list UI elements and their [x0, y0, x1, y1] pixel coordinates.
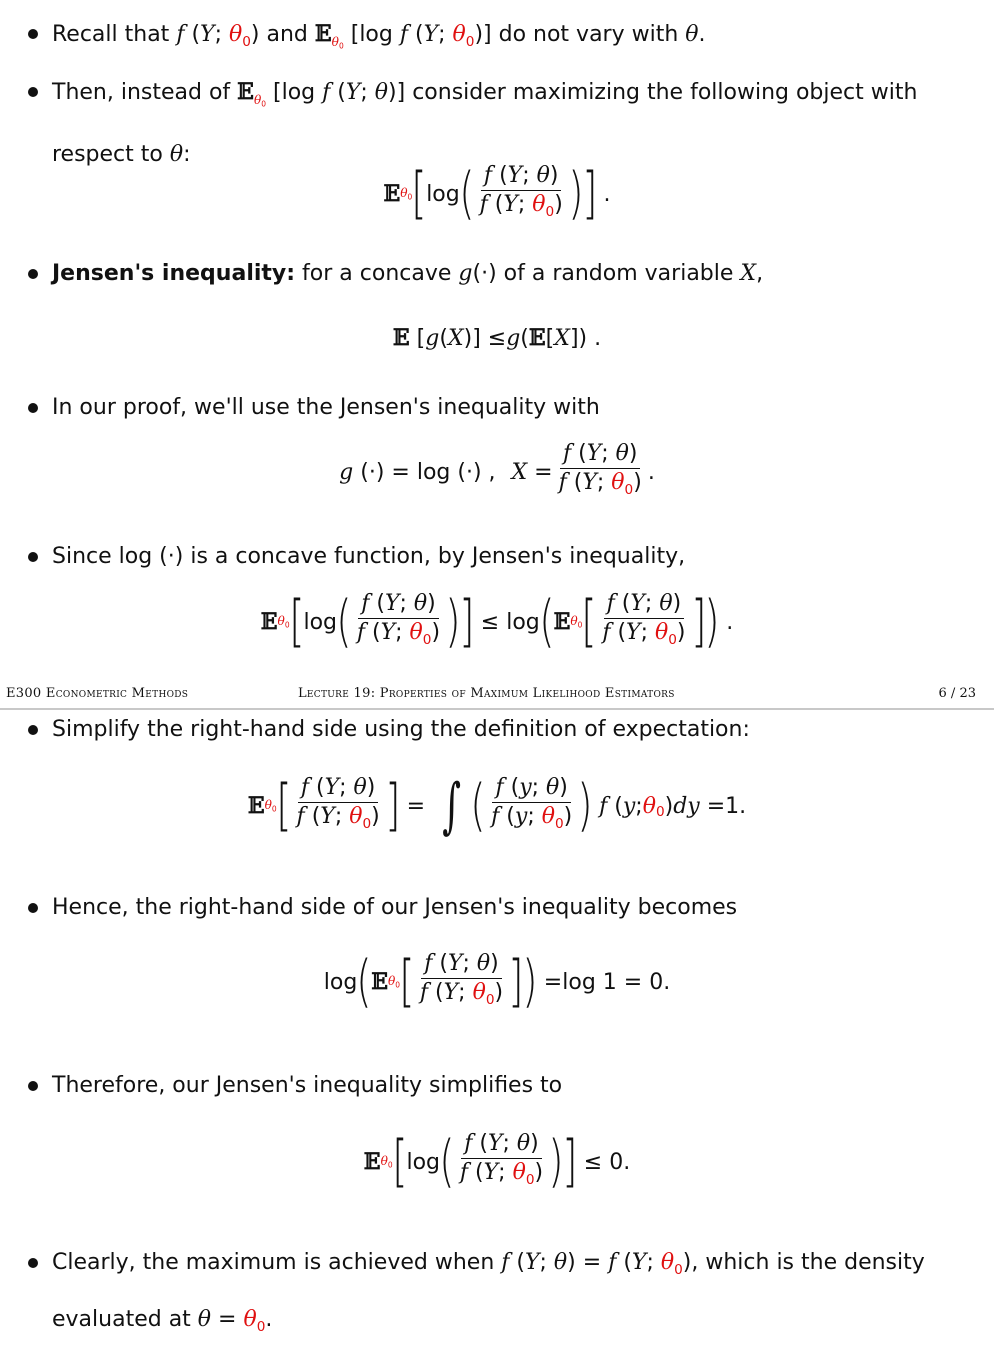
equation-jensen-applied: 𝔼 $\theta_0$ [ log ( $\frac{f (Y; \theta)}{f (Y; \theta_0)}$ ) ] ≤ log ( 𝔼 $\theta_0$ [ $\frac{f (Y; \theta)}{f (Y; \theta_0)}$ ] ) . [260, 589, 734, 654]
bullet-simplify [30, 705, 980, 755]
bullet-dot [28, 403, 38, 413]
bullet-dot [28, 269, 38, 279]
bullet-text: Hence, the right-hand side of our Jensen's inequality becomes [52, 895, 738, 920]
bullet-dot [28, 1258, 38, 1268]
equation-final: 𝔼 $\theta_0$ [ log ( $\frac{f (Y; \theta)}{f (Y; \theta_0)}$ ) ] ≤ 0. [363, 1129, 631, 1194]
bullet-dot [28, 725, 38, 735]
bullet-text: In our proof, we'll use the Jensen's inequality with [52, 395, 600, 420]
bullet-text: Then, instead of 𝔼$_{\theta_0}$ [log f (Y; θ)] consider maximizing the following object with respect to θ: [52, 79, 918, 168]
equation-rhs: log ( 𝔼 $\theta_0$ [ $\frac{f (Y; \theta)}{f (Y; \theta_0)}$ ] ) = log 1 = 0. [323, 949, 671, 1014]
equation-objective: 𝔼 $\theta_0$ [ log ( $\frac{f (Y; \theta)}{f (Y; \theta_0)}$ ) ] . [383, 161, 611, 226]
bullet-since [30, 532, 980, 582]
equation-expectation: 𝔼 $\theta_0$ [ $\frac{f (Y; \theta)}{f (Y; \theta_0)}$ ] = ∫ ( $\frac{f (y; \theta)}{f (y; \theta_0)}$ ) f ( y ; θ $_0$ ) dy = 1 . [247, 771, 747, 841]
bullet-jensen [30, 249, 980, 299]
bullet-text: Clearly, the maximum is achieved when f (Y; θ) = f (Y; $\theta_0$), which is the density evaluated at $\theta = \theta_0$. [52, 1250, 925, 1335]
bullet-hence [30, 883, 980, 933]
bullet-clearly [30, 1238, 980, 1352]
slide-2 [0, 710, 994, 1338]
bullet-therefore [30, 1061, 980, 1111]
footer-course: E300 Econometric Methods [6, 686, 189, 701]
equation-g-and-x: g (·) = log (·) , X = $\frac{f (Y; \theta)}{f (Y; \theta_0)}$ . [339, 441, 655, 498]
bullet-dot [28, 1081, 38, 1091]
bullet-recall [30, 9, 980, 72]
bullet-dot [28, 29, 38, 39]
bullet-dot [28, 903, 38, 913]
bullet-text: Recall that f (Y; $\theta_0$) and 𝔼$_{\theta_0}$ [log f (Y; $\theta_0$)] do not vary with θ. [52, 21, 706, 52]
bullet-text: Jensen's inequality: for a concave g(·) of a random variable X, [52, 261, 764, 286]
bullet-text: Simplify the right-hand side using the definition of expectation: [52, 717, 750, 742]
footer-page-number: 6 / 23 [938, 686, 976, 701]
bullet-text: Since log (·) is a concave function, by Jensen's inequality, [52, 544, 686, 569]
equation-jensen: 𝔼 [ g ( X )] ≤ g ( 𝔼 [ X ]) . [392, 325, 602, 351]
slide-footer [0, 684, 994, 706]
bullet-text: Therefore, our Jensen's inequality simplifies to [52, 1073, 563, 1098]
bullet-proof [30, 383, 980, 433]
footer-lecture: Lecture 19: Properties of Maximum Likelihood Estimators [298, 686, 675, 701]
bullet-dot [28, 87, 38, 97]
bullet-dot [28, 552, 38, 562]
